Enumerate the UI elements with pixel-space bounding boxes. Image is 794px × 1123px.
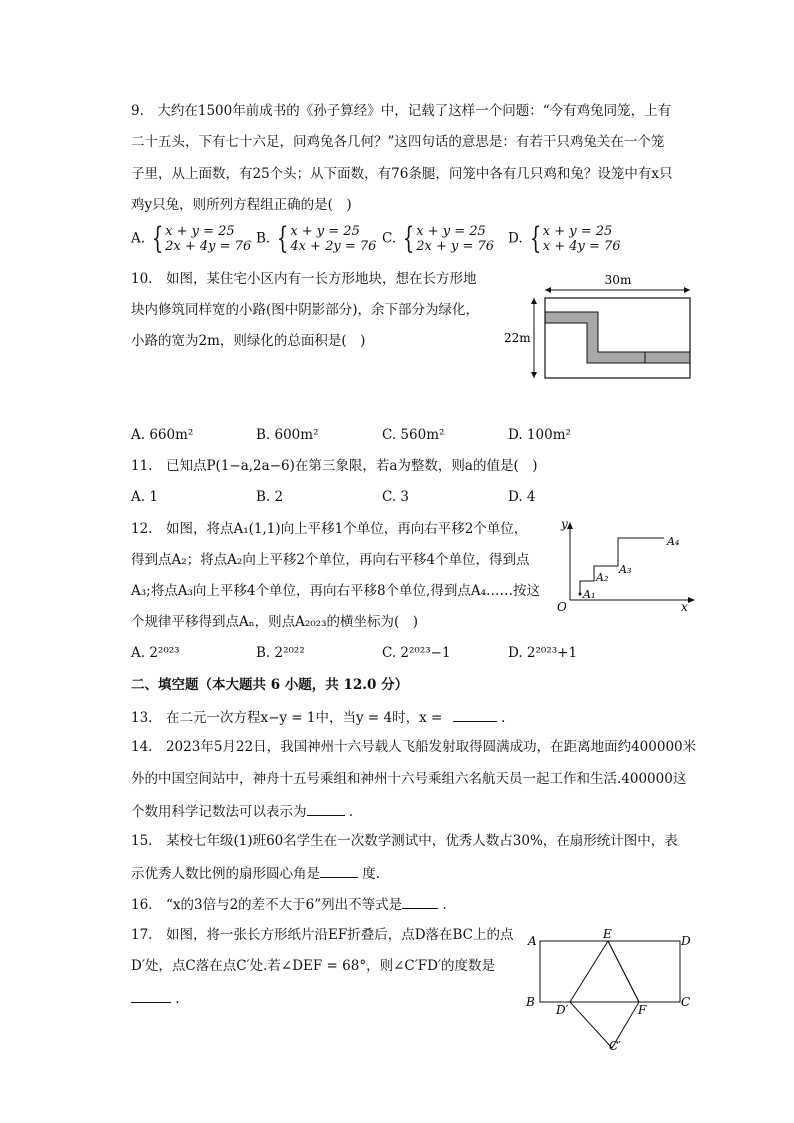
q13-text: 13. 在二元一次方程x−y = 1中，当y = 4时，x = — [131, 710, 443, 726]
q14-line-3-text: 个数用科学记数法可以表示为 — [131, 804, 307, 820]
q16-answer-blank[interactable] — [402, 894, 438, 909]
q17-label-d-prime: D′ — [556, 1003, 569, 1017]
q10-plot-rectangle — [545, 298, 690, 378]
q17-label-f: F — [638, 1003, 647, 1017]
q12-line-1: 12. 如图，将点A₁(1,1)向上平移1个单位，再向右平移2个单位， — [131, 521, 528, 537]
q14-line-3 — [131, 801, 353, 821]
q12-y-axis-arrow — [567, 522, 573, 529]
q15-end: 度. — [362, 866, 381, 882]
q10-option-a: A. 660m² — [131, 427, 194, 443]
q12-point-a1 — [579, 593, 582, 596]
q17-label-a: A — [528, 934, 537, 948]
q17-end: . — [175, 991, 180, 1007]
q12-a1-label: A₁ — [583, 588, 596, 601]
q10-option-c: C. 560m² — [382, 427, 445, 443]
q16-end: . — [442, 897, 447, 913]
q10-path-right-part — [645, 352, 690, 363]
q17-label-d: D — [681, 934, 691, 948]
q15-answer-blank[interactable] — [320, 863, 358, 878]
q17-figure — [518, 926, 702, 1054]
q15-line-2 — [131, 863, 380, 883]
q12-line-2: 得到点A₂；将点A₂向上平移2个单位，再向右平移4个单位，得到点 — [131, 552, 530, 568]
q13-answer-blank[interactable] — [453, 707, 497, 722]
q10-option-d: D. 100m² — [508, 427, 571, 443]
q17-label-b: B — [526, 995, 535, 1009]
q17-fold-line-ef — [608, 941, 639, 1002]
q14-line-2: 外的中国空间站中，神舟十五号乘组和神州十六号乘组六名航天员一起工作和生活.400000这 — [131, 771, 687, 787]
q9-line-1: 9. 大约在1500年前成书的《孙子算经》中，记载了这样一个问题：“今有鸡兔同笼，上有 — [131, 103, 672, 119]
q10-line-3: 小路的宽为2m，则绿化的总面积是( ) — [131, 333, 366, 349]
q12-option-c: C. 2²⁰²³−1 — [382, 645, 451, 661]
q13-end: . — [500, 710, 506, 726]
q17-label-c-prime: C′ — [609, 1039, 621, 1053]
q12-a2-label: A₂ — [596, 571, 609, 584]
q10-width-label: 30m — [604, 273, 632, 287]
q15-line-2-text: 示优秀人数比例的扇形圆心角是 — [131, 866, 320, 882]
q10-option-b: B. 600m² — [256, 427, 319, 443]
q17-line-2: D′处，点C落在点C′处.若∠DEF = 68°，则∠C′FD′的度数是 — [131, 958, 496, 974]
q10-line-1: 10. 如图，某住宅小区内有一长方形地块，想在长方形地 — [131, 271, 477, 287]
q12-x-axis-arrow — [688, 597, 695, 603]
q12-line-3: A₃;将点A₃向上平移4个单位，再向右平移8个单位,得到点A₄……按这 — [131, 583, 541, 599]
q9-line-3: 子里，从上面数，有25个头；从下面数，有76条腿，问笼中各有几只鸡和兔？设笼中有x只 — [131, 166, 673, 182]
q12-option-b: B. 2²⁰²² — [256, 645, 305, 661]
q10-height-label: 22m — [504, 331, 531, 345]
q13-line — [131, 707, 505, 727]
q15-line-1: 15. 某校七年级(1)班60名学生在一次数学测试中，优秀人数占30%，在扇形统计图中，表 — [131, 833, 678, 849]
q16-line — [131, 894, 447, 914]
q12-origin-label: O — [557, 600, 567, 614]
q11-option-c: C. 3 — [382, 489, 410, 505]
q9-option-a: A. { x + y = 25 2x + 4y = 76 — [131, 221, 252, 256]
q10-figure — [500, 270, 700, 385]
q17-label-e: E — [603, 927, 612, 941]
q11-option-b: B. 2 — [256, 489, 284, 505]
q12-a3-label: A₃ — [619, 563, 632, 576]
q11-option-d: D. 4 — [508, 489, 536, 505]
q12-a4-label: A₄ — [667, 535, 680, 548]
q11-option-a: A. 1 — [131, 489, 158, 505]
q9-option-c: C. { x + y = 25 2x + y = 76 — [382, 221, 495, 256]
q17-line-1: 17. 如图，将一张长方形纸片沿EF折叠后，点D落在BC上的点 — [131, 927, 514, 943]
q12-option-a: A. 2²⁰²³ — [131, 645, 180, 661]
q17-rectangle — [540, 941, 680, 1002]
q9-line-2: 二十五头，下有七十六足，问鸡兔各几何？”这四句话的意思是：有若干只鸡兔关在一个笼 — [131, 134, 665, 150]
q14-line-1: 14. 2023年5月22日，我国神州十六号载人飞船发射取得圆满成功，在距离地面约400000米 — [131, 739, 697, 755]
q12-y-label: y — [561, 517, 568, 531]
section-2-heading: 二、填空题（本大题共 6 小题，共 12.0 分） — [131, 677, 409, 693]
q10-path-left-part — [545, 312, 645, 363]
q17-answer-blank[interactable] — [131, 988, 171, 1003]
q10-width-arrow-left — [545, 287, 551, 293]
q10-width-arrow-right — [684, 287, 690, 293]
q10-height-arrow-top — [531, 298, 537, 304]
q17-line-3 — [131, 988, 180, 1008]
q12-line-4: 个规律平移得到点Aₙ，则点A₂₀₂₃的横坐标为( ) — [131, 614, 419, 630]
q12-x-label: x — [681, 600, 688, 614]
q9-option-b: B. { x + y = 25 4x + 2y = 76 — [256, 221, 377, 256]
q12-option-d: D. 2²⁰²³+1 — [508, 645, 578, 661]
q14-end: . — [348, 804, 354, 820]
q17-folded-part — [570, 941, 639, 1048]
q9-option-d: D. { x + y = 25 x + 4y = 76 — [508, 221, 621, 256]
q10-height-arrow-bottom — [531, 372, 537, 378]
q10-line-2: 块内修筑同样宽的小路(图中阴影部分)，余下部分为绿化， — [131, 302, 480, 318]
q14-answer-blank[interactable] — [307, 801, 345, 816]
q12-figure — [553, 514, 703, 614]
q9-line-4: 鸡y只兔，则所列方程组正确的是( ) — [131, 197, 352, 213]
q17-label-c: C — [681, 995, 691, 1009]
q16-text: 16. “x的3倍与2的差不大于6”列出不等式是 — [131, 897, 403, 913]
q11-line: 11. 已知点P(1−a,2a−6)在第三象限，若a为整数，则a的值是( ) — [131, 458, 538, 474]
